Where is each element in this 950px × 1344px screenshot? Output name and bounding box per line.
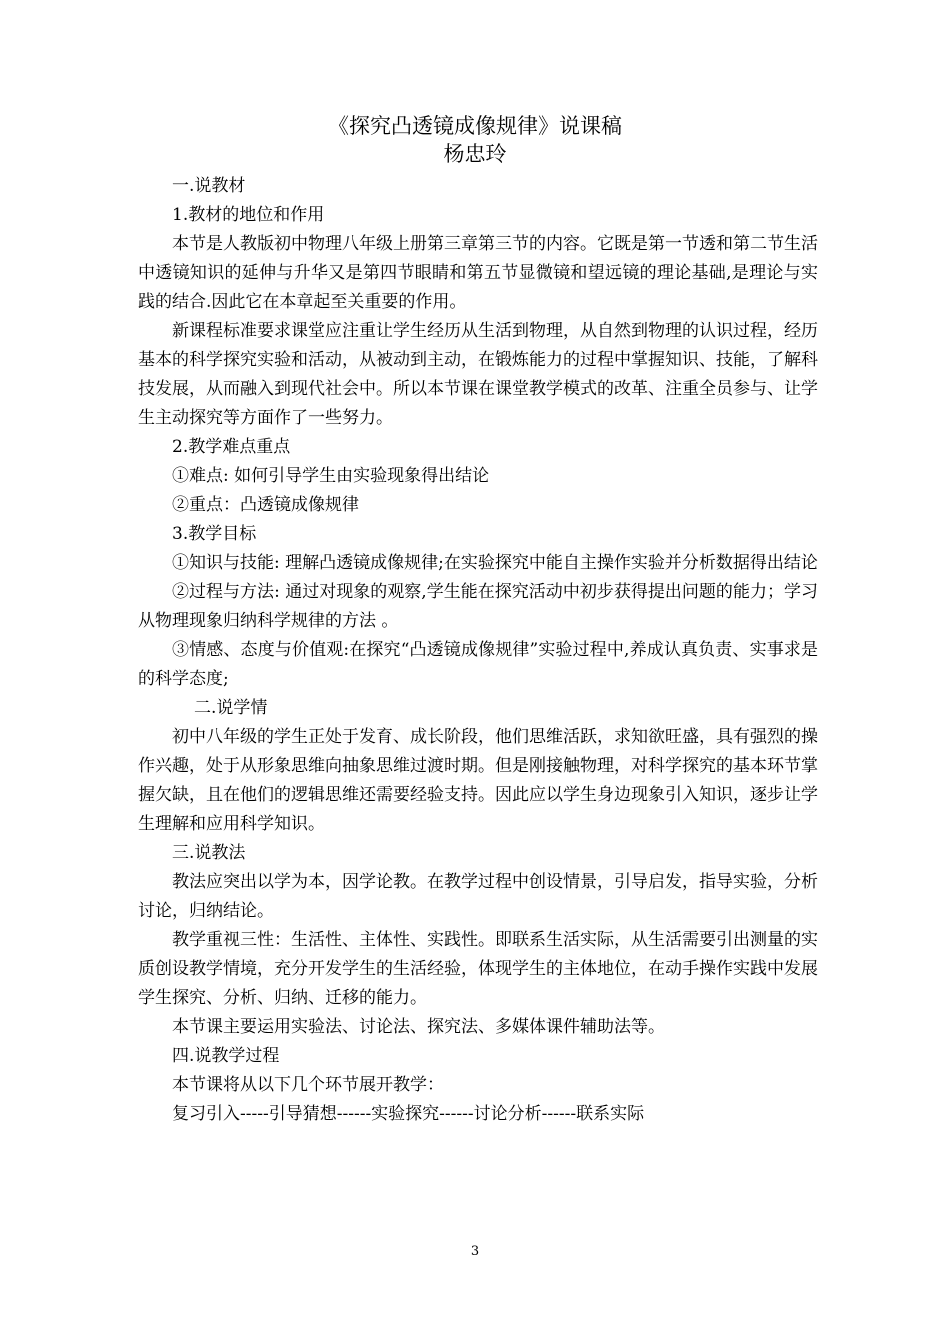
paragraph-three-properties: 教学重视三性：生活性、主体性、实践性。即联系生活实际，从生活需要引出测量的实质创设教学情境，充分开发学生的生活经验，体现学生的主体地位，在动手操作实践中发展学生探究、分析、归纳、迁移的能力。: [138, 930, 818, 1008]
document-body: [138, 172, 818, 1129]
subheading-key-difficult-points: 2.教学难点重点: [172, 437, 291, 457]
subheading-status-role: 1.教材的地位和作用: [172, 205, 325, 225]
goal-process-method: ②过程与方法: 通过对现象的观察,学生能在探究活动中初步获得提出问题的能力；学习从物理现象归纳科学规律的方法 。: [138, 582, 818, 631]
paragraph-process-intro: 本节课将从以下几个环节展开教学：: [172, 1075, 444, 1095]
section-heading-teaching-process: 四.说教学过程: [172, 1046, 280, 1066]
page-number: 3: [470, 1244, 480, 1259]
paragraph-method-principle: 教法应突出以学为本，因学论教。在教学过程中创设情景，引导启发，指导实验，分析讨论，归纳结论。: [138, 872, 818, 921]
paragraph-curriculum-standard: 新课程标准要求课堂应注重让学生经历从生活到物理，从自然到物理的认识过程，经历基本的科学探究实验和活动，从被动到主动，在锻炼能力的过程中掌握知识、技能，了解科技发展，从而融入到现代社会中。所以本节课在课堂教学模式的改革、注重全员参与、让学生主动探究等方面作了一些努力。: [138, 321, 818, 428]
document-title: 《探究凸透镜成像规律》说课稿: [328, 114, 622, 138]
subheading-teaching-goals: 3.教学目标: [172, 524, 257, 544]
goal-emotion-attitude: ③情感、态度与价值观:在探究“凸透镜成像规律”实验过程中,养成认真负责、实事求是的科学态度;: [138, 640, 818, 689]
document-author: 杨忠玲: [443, 142, 507, 166]
section-heading-students: 二.说学情: [194, 698, 268, 718]
paragraph-student-analysis: 初中八年级的学生正处于发育、成长阶段，他们思维活跃，求知欲旺盛，具有强烈的操作兴趣，处于从形象思维向抽象思维过渡时期。但是刚接触物理，对科学探究的基本环节掌握欠缺，且在他们的逻辑思维还需要经验支持。因此应以学生身边现象引入知识，逐步让学生理解和应用科学知识。: [138, 727, 818, 834]
difficult-point-item: ①难点: 如何引导学生由实验现象得出结论: [172, 466, 490, 486]
key-point-item: ②重点：凸透镜成像规律: [172, 495, 359, 515]
paragraph-process-steps: 复习引入-----引导猜想------实验探究------讨论分析------联系实际: [172, 1104, 645, 1124]
paragraph-methods-used: 本节课主要运用实验法、讨论法、探究法、多媒体课件辅助法等。: [172, 1017, 665, 1037]
goal-knowledge-skills: ①知识与技能: 理解凸透镜成像规律;在实验探究中能自主操作实验并分析数据得出结论: [172, 553, 818, 573]
paragraph-textbook-content: 本节是人教版初中物理八年级上册第三章第三节的内容。它既是第一节透和第二节生活中透镜知识的延伸与升华又是第四节眼睛和第五节显微镜和望远镜的理论基础,是理论与实践的结合.因此它在本章起至关重要的作用。: [138, 234, 818, 312]
section-heading-textbook: 一.说教材: [172, 176, 246, 196]
section-heading-teaching-method: 三.说教法: [172, 843, 246, 863]
